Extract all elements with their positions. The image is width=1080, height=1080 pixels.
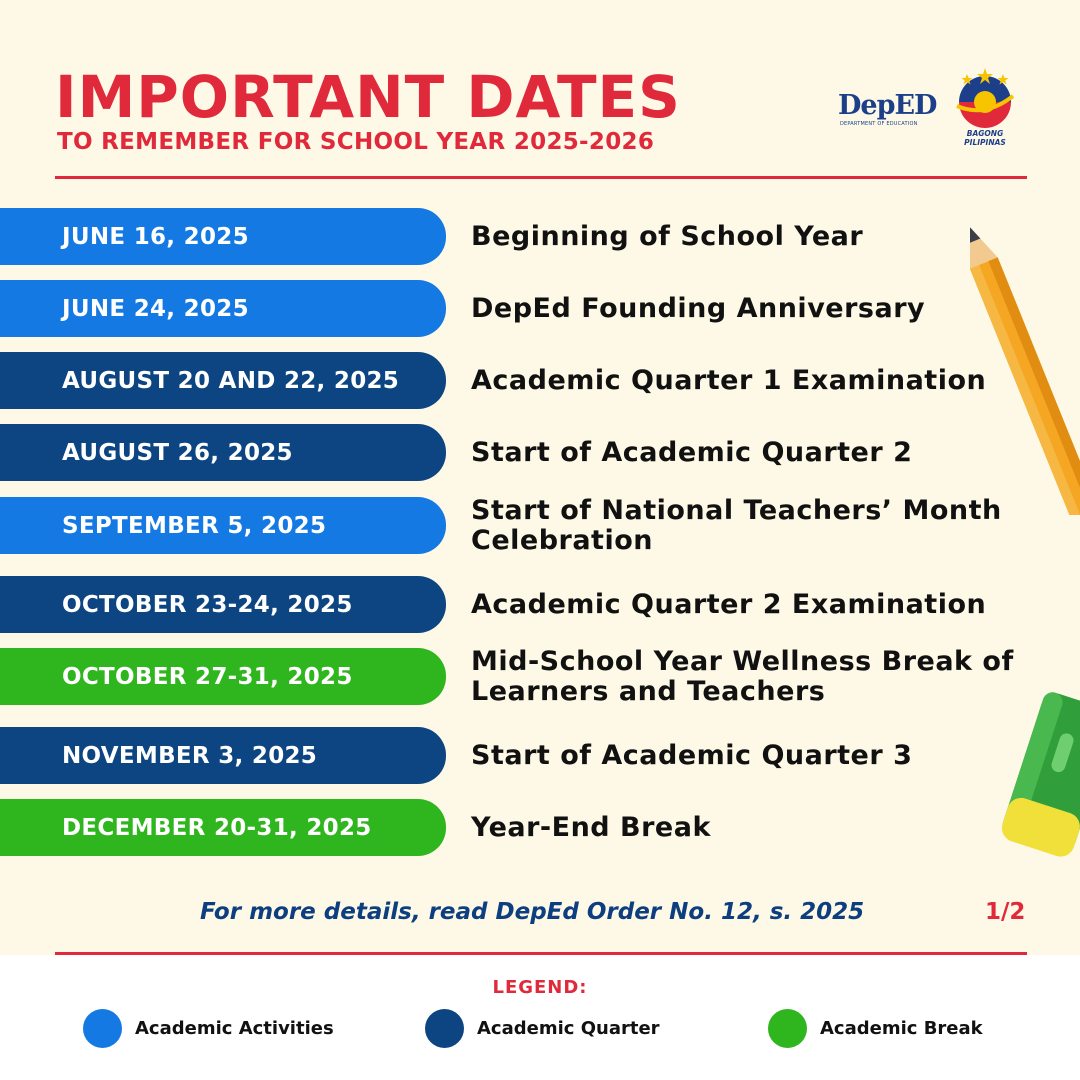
event-label: Start of National Teachers’ Month Celebration — [471, 494, 1002, 556]
date-pill — [0, 352, 446, 409]
event-label: Start of Academic Quarter 2 — [471, 436, 913, 468]
legend-dot-break — [768, 1009, 807, 1048]
legend-item-quarter — [425, 1008, 660, 1048]
date-label: SEPTEMBER 5, 2025 — [62, 512, 327, 539]
legend-item-activities — [83, 1008, 334, 1048]
bagong-pilipinas-emblem-icon — [945, 66, 1025, 130]
date-label: NOVEMBER 3, 2025 — [62, 742, 318, 769]
header-divider — [55, 176, 1027, 179]
date-label: AUGUST 26, 2025 — [62, 439, 293, 466]
legend-title: LEGEND: — [492, 977, 588, 998]
deped-logo — [838, 86, 937, 134]
legend — [0, 955, 1080, 1080]
date-label: DECEMBER 20-31, 2025 — [62, 814, 372, 841]
page-number: 1/2 — [985, 899, 1026, 925]
page-subtitle: TO REMEMBER FOR SCHOOL YEAR 2025-2026 — [57, 129, 655, 155]
date-pill — [0, 576, 446, 633]
date-pill — [0, 280, 446, 337]
date-label: JUNE 16, 2025 — [62, 223, 249, 250]
legend-item-break — [768, 1008, 983, 1048]
date-label: JUNE 24, 2025 — [62, 295, 249, 322]
deped-logo-subtext: DEPARTMENT OF EDUCATION — [840, 121, 918, 127]
bagong-pilipinas-logo — [945, 66, 1025, 147]
event-label: Beginning of School Year — [471, 220, 864, 252]
footer-note: For more details, read DepEd Order No. 12, s. 2025 — [200, 899, 865, 925]
event-label: DepEd Founding Anniversary — [471, 292, 926, 324]
date-pill — [0, 424, 446, 481]
legend-dot-quarter — [425, 1009, 464, 1048]
bagong-pilipinas-text: BAGONG PILIPINAS — [964, 129, 1006, 147]
date-pill — [0, 208, 446, 265]
date-label: OCTOBER 27-31, 2025 — [62, 663, 353, 690]
page-title: IMPORTANT DATES — [55, 63, 681, 131]
date-pill — [0, 799, 446, 856]
legend-label: Academic Break — [820, 1017, 983, 1039]
deped-logo-word: DepED — [838, 90, 937, 121]
date-label: AUGUST 20 AND 22, 2025 — [62, 367, 400, 394]
event-label: Mid-School Year Wellness Break of Learners and Teachers — [471, 645, 1014, 707]
event-label: Year-End Break — [471, 811, 711, 843]
legend-dot-activities — [83, 1009, 122, 1048]
event-label: Start of Academic Quarter 3 — [471, 739, 913, 771]
eraser-icon — [990, 685, 1080, 860]
legend-label: Academic Activities — [135, 1017, 334, 1039]
date-pill — [0, 727, 446, 784]
legend-label: Academic Quarter — [477, 1017, 660, 1039]
event-label: Academic Quarter 1 Examination — [471, 364, 987, 396]
date-pill — [0, 497, 446, 554]
pencil-icon — [970, 215, 1080, 515]
date-label: OCTOBER 23-24, 2025 — [62, 591, 353, 618]
event-label: Academic Quarter 2 Examination — [471, 588, 987, 620]
date-pill — [0, 648, 446, 705]
